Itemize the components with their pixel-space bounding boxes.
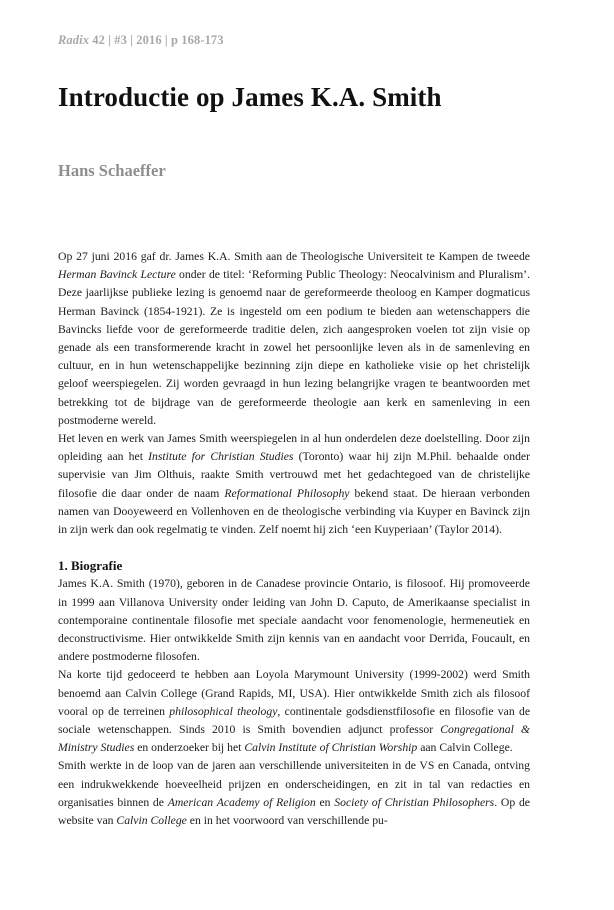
intro-paragraph-1: Op 27 juni 2016 gaf dr. James K.A. Smith aan de Theologische Universiteit te Kampen de tweede Herman Bavinck Lecture onder de titel: ‘Reforming Public Theology: Neocalvinism and Pluralism’. Deze jaarlijkse publieke lezing is genoemd naar de gereformeerde theoloog en Kamper dogmaticus Herman Bavinck (1854-1921). Ze is ingesteld om een podium te bieden aan wetenschappers die Bavincks liefde voor de gereformeerde traditie delen, zich aangesproken voelen tot zijn visie op genade als een transformerende kracht in zowel het persoonlijke leven als in de samenleving en cultuur, en in hun wetenschappelijke bezinning zijn diepe en katholieke visie op het christelijk geloof weerspiegelen. Zij worden gevraagd in hun lezing belangrijke vragen te beantwoorden met betrekking tot de bijdrage van de gereformeerde theologie aan kerk en samenleving in een postmoderne wereld.: [58, 250, 530, 427]
intro-paragraph-2: Het leven en werk van James Smith weerspiegelen in al hun onderdelen deze doelstelling. Door zijn opleiding aan het Institute for Christian Studies (Toronto) waar hij zijn M.Phil. behaalde onder supervisie van Jim Olthuis, raakte Smith vertrouwd met het gedachtegoed van de christelijke filosofie die daar onder de naam Reformational Philosophy bekend staat. De hieraan verbonden namen van Dooyeweerd en Vollenhoven en de theologische verbinding via Kuyper en Bavinck zijn in zijn werk dan ook regelmatig te vinden. Zelf noemt hij zich ‘een Kuyperiaan’ (Taylor 2014).: [58, 432, 530, 537]
running-head: [58, 33, 224, 48]
biografie-paragraph-1: James K.A. Smith (1970), geboren in de Canadese provincie Ontario, is filosoof. Hij promoveerde in 1999 aan Villanova University onder leiding van John D. Caputo, de Amerikaanse specialist in contemporaine continentale filosofie met speciale aandacht voor fenomenologie, hermeneutiek en deconstructivisme. Hier ontwikkelde Smith zijn kennis van en aandacht voor Derrida, Foucault, en andere postmoderne filosofen.: [58, 577, 530, 664]
biografie-paragraph-3: Smith werkte in de loop van de jaren aan verschillende universiteiten in de VS en Canada, ontving een indrukwekkende hoeveelheid prijzen en onderscheidingen, en zit in tal van redacties en organisaties binnen de American Academy of Religion en Society of Christian Philosophers. Op de website van Calvin College en in het voorwoord van verschillende pu-: [58, 759, 530, 828]
issue-details: 42 | #3 | 2016 | p 168-173: [89, 33, 224, 47]
article-title: Introductie op James K.A. Smith: [58, 82, 442, 112]
biografie-paragraph-2: Na korte tijd gedoceerd te hebben aan Loyola Marymount University (1999-2002) werd Smith benoemd aan Calvin College (Grand Rapids, MI, USA). Hier ontwikkelde Smith zich als filosoof vooral op de terreinen philosophical theology, continentale godsdienstfilosofie en filosofie van de sociale wetenschappen. Sinds 2010 is Smith bovendien adjunct professor Congregational & Ministry Studies en onderzoeker bij het Calvin Institute of Christian Worship aan Calvin College.: [58, 668, 531, 755]
journal-name: Radix: [58, 33, 90, 47]
section-heading-biografie: 1. Biografie: [58, 558, 123, 574]
article-author: Hans Schaeffer: [58, 161, 166, 180]
article-body: [58, 248, 530, 830]
